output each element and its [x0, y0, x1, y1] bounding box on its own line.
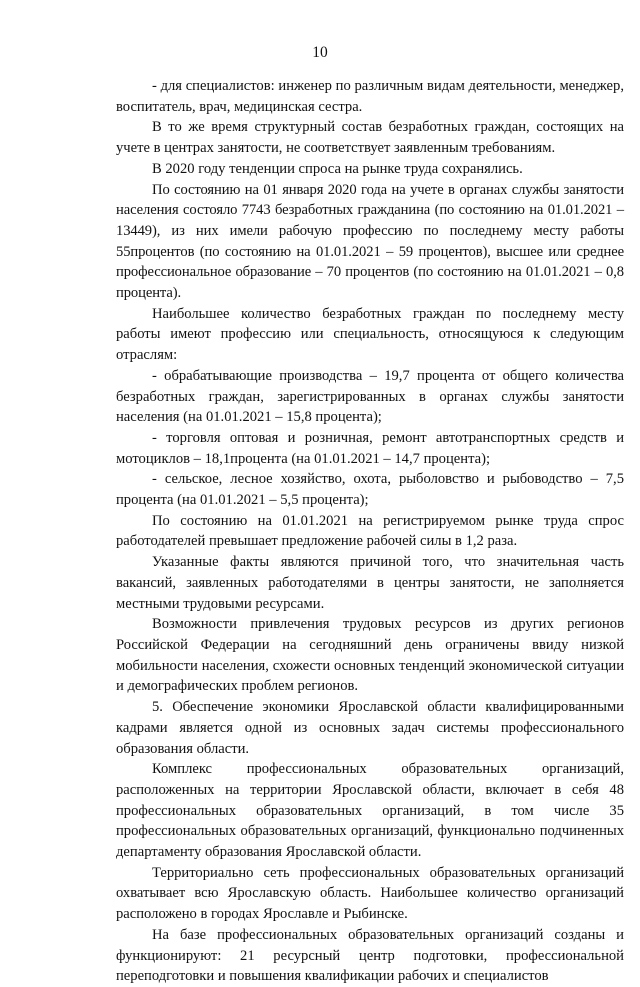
paragraph-industries-intro: Наибольшее количество безработных граждан по последнему месту работы имеют профессию или специальность, относящуюся к следующим отраслям: — [116, 305, 624, 364]
paragraph-labor-mobility: Возможности привлечения трудовых ресурсов из других регионов Российской Федерации на сегодняшний день ограничены ввиду низкой мобильности населения, схожести основных тенденций экономической ситуации и демографических проблем регионов. — [116, 616, 624, 695]
paragraph-resource-centers: На базе профессиональных образовательных организаций созданы и функционируют: 21 ресурсный центр подготовки, профессиональной переподготовки и повышения квалификации рабочих и специалистов — [116, 926, 624, 985]
paragraph-manufacturing: - обрабатывающие производства – 19,7 процента от общего количества безработных граждан, зарегистрированных в органах службы занятости населения (на 01.01.2021 – 15,8 процента); — [116, 367, 624, 426]
document-body — [116, 76, 624, 987]
paragraph-territorial-network: Территориально сеть профессиональных образовательных организаций охватывает всю Ярославскую область. Наибольшее количество организаций расположено в городах Ярославле и Рыбинске. — [116, 864, 624, 923]
paragraph-2020-trends: В 2020 году тенденции спроса на рынке труда сохранялись. — [152, 160, 523, 177]
paragraph-demand-ratio: По состоянию на 01.01.2021 на регистрируемом рынке труда спрос работодателей превышает предложение рабочей силы в 1,2 раза. — [116, 512, 624, 550]
paragraph-unemployed-count: По состоянию на 01 января 2020 года на учете в органах службы занятости населения состояло 7743 безработных гражданина (по состоянию на 01.01.2021 – 13449), из них имели рабочую профессию по последнему месту работы 55процентов (по состоянию на 01.01.2021 – 59 процентов), высшее или среднее профессиональное образование – 70 процентов (по состоянию на 01.01.2021 – 0,8 процента). — [116, 181, 624, 302]
paragraph-organizations-complex: Комплекс профессиональных образовательных организаций, расположенных на территории Ярославской области, включает в себя 48 профессиональных образовательных организаций, в том числе 35 профессиональных образовательных организаций, функционально подчиненных департаменту образования Ярославской области. — [116, 761, 624, 861]
paragraph-specialists-list: - для специалистов: инженер по различным видам деятельности, менеджер, воспитатель, врач, медицинская сестра. — [116, 78, 624, 115]
paragraph-structure-mismatch: В то же время структурный состав безработных граждан, состоящих на учете в центрах занятости, не соответствует заявленным требованиям. — [116, 119, 624, 157]
paragraph-section-5: 5. Обеспечение экономики Ярославской области квалифицированными кадрами является одной из основных задач системы профессионального образования области. — [116, 699, 624, 757]
page-number: 10 — [312, 44, 328, 61]
paragraph-vacancies: Указанные факты являются причиной того, что значительная часть вакансий, заявленных работодателями в центры занятости, не заполняется местными трудовыми ресурсами. — [116, 554, 624, 612]
paragraph-agriculture: - сельское, лесное хозяйство, охота, рыболовство и рыбоводство – 7,5 процента (на 01.01.2021 – 5,5 процента); — [116, 471, 624, 509]
paragraph-trade: - торговля оптовая и розничная, ремонт автотранспортных средств и мотоциклов – 18,1процента (на 01.01.2021 – 14,7 процента); — [116, 429, 624, 467]
